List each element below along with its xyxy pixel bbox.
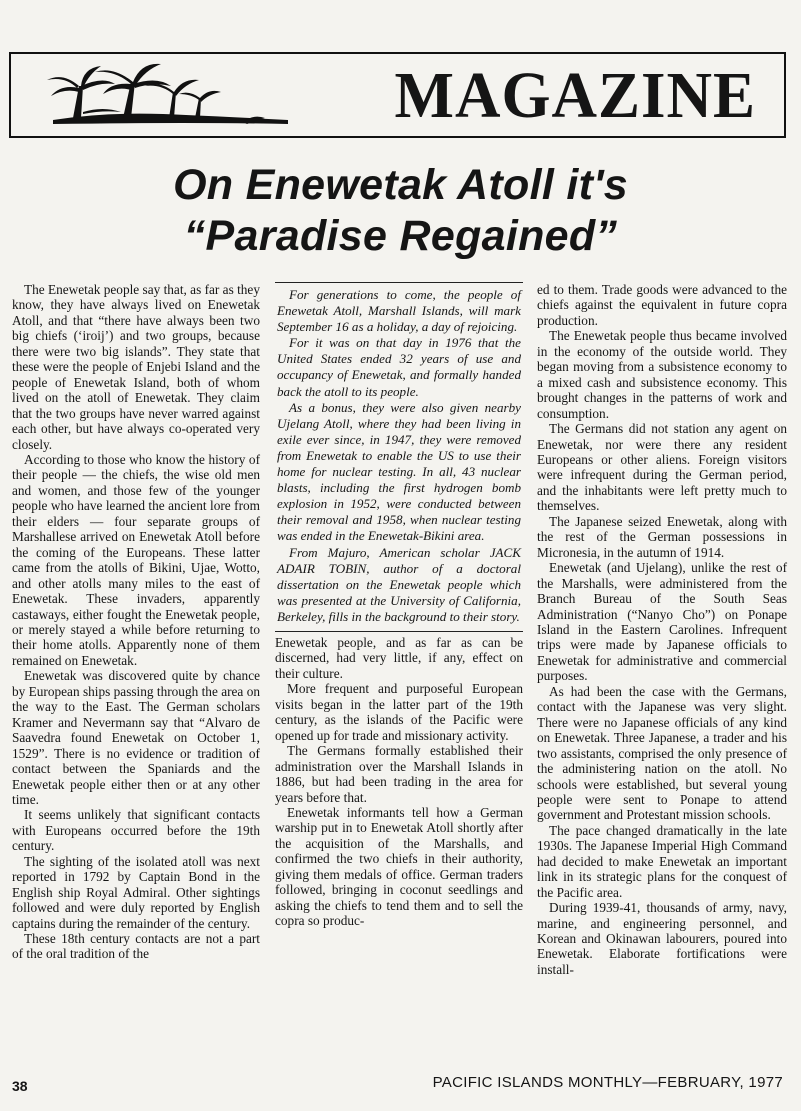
body-paragraph: Enewetak informants tell how a German warship put in to Enewetak Atoll shortly after the acquisition of the Marshalls, and confirmed the two chiefs in their authority, giving them medals of office. German traders followed, bringing in coconut seedlings and asking the chiefs to tend them and to sell the copra so produc-	[275, 804, 523, 929]
body-paragraph: The Enewetak people say that, as far as they know, they have always lived on Enewetak Atoll, and that “there have always been two big chiefs (‘iroij’) and two groups, because there were two big islands”. They state that these were the people of Enjebi Island and the people of Enewetak Island, both of whom lived on the atoll of Enewetak. They claim that the two groups have never warred against each other, but have always co-operated very closely.	[12, 282, 260, 452]
intro-paragraph: For generations to come, the people of Enewetak Atoll, Marshall Islands, will mark September 16 as a holiday, a day of rejoicing.	[277, 287, 521, 335]
body-paragraph: The Germans formally established their administration over the Marshall Islands in 1886, but had been trading in the area for years before that.	[275, 743, 523, 805]
body-paragraph: Enewetak was discovered quite by chance by European ships passing through the area on the way to the East. The German scholars Kramer and Nevermann say that “Alvaro de Saavedra found Enewetak on October 1, 1529”. There is no evidence or tradition of contact between the Spaniards and the Enewetak people either then or at any other time.	[12, 668, 260, 807]
body-paragraph: The Germans did not station any agent on Enewetak, nor were there any resident Europeans or other aliens. Foreign visitors were infrequent during the German period, and the inhabitants were left pretty much to themselves.	[537, 421, 787, 514]
headline-line-1: On Enewetak Atoll it's	[173, 161, 628, 209]
page-number: 38	[12, 1078, 28, 1094]
intro-paragraph: From Majuro, American scholar JACK ADAIR TOBIN, author of a doctoral dissertation on the Enewetak people which was presented at the University of California, Berkeley, fills in the background to their story.	[277, 544, 521, 624]
body-paragraph: More frequent and purposeful European visits began in the latter part of the 19th century, as the islands of the Pacific were opened up for trade and missionary activity.	[275, 681, 523, 743]
body-paragraph: The sighting of the isolated atoll was next reported in 1792 by Captain Bond in the English ship Royal Admiral. Other sightings followed and were duly reported by English captains during the remainder of the century.	[12, 853, 260, 931]
palm-trees-icon	[43, 62, 293, 130]
article-headline	[0, 160, 801, 262]
body-paragraph: ed to them. Trade goods were advanced to the chiefs against the equivalent in future copra production.	[537, 282, 787, 328]
body-paragraph: According to those who know the history of their people — the chiefs, the wise old men and women, and those few of the younger people who have learned the ancient lore from their elders — four separate groups of Marshallese arrived on Enewetak Atoll before the coming of the Europeans. These latter came from the atolls of Bikini, Ujae, Wotto, and other atolls many miles to the east of Enewetak. These invaders, apparently castaways, either fought the Enewetak people, or merely stayed a while before returning to their home atolls. Apparently none of them remained on Enewetak.	[12, 451, 260, 668]
column-1	[12, 282, 260, 962]
magazine-title: MAGAZINE	[394, 58, 756, 132]
headline-line-2: “Paradise Regained”	[183, 212, 618, 260]
body-paragraph: Enewetak (and Ujelang), unlike the rest of the Marshalls, were administered from the Branch Bureau of the South Seas Administration (“Nanyo Cho”) on Ponape Island in the Eastern Carolines. Infrequent trips were made by Japanese officials to Enewetak for administrative and commercial purposes.	[537, 560, 787, 684]
body-paragraph: The pace changed dramatically in the late 1930s. The Japanese Imperial High Command had decided to make Enewetak an important link in its strategic plans for the conquest of the Pacific area.	[537, 822, 787, 900]
body-paragraph: The Japanese seized Enewetak, along with the rest of the German possessions in Micronesia, in the autumn of 1914.	[537, 513, 787, 560]
masthead-banner	[9, 52, 786, 138]
body-paragraph: Enewetak people, and as far as can be discerned, had very little, if any, effect on their culture.	[275, 634, 523, 681]
body-paragraph: As had been the case with the Germans, contact with the Japanese was very slight. There were no Japanese officials of any kind on Enewetak. Three Japanese, a trader and his two assistants, comprised the only presence of the administering nation on the atoll. No schools were established, but several young people were sent to Ponape to attend government and Protestant mission schools.	[537, 683, 787, 823]
body-paragraph: It seems unlikely that significant contacts with Europeans occurred before the 19th century.	[12, 807, 260, 854]
body-paragraph: During 1939-41, thousands of army, navy, marine, and engineering personnel, and Korean and Okinawan labourers, poured into Enewetak. Elaborate fortifications were install-	[537, 900, 787, 977]
publication-footer: PACIFIC ISLANDS MONTHLY—FEBRUARY, 1977	[432, 1074, 783, 1091]
intro-paragraph: As a bonus, they were also given nearby Ujelang Atoll, where they had been living in exile ever since, in 1947, they were removed from Enewetak to enable the US to use their home for nuclear testing. In all, 43 nuclear blasts, including the first hydrogen bomb explosion in 1952, were conducted between their removal and 1958, when nuclear testing was ended in the Enewetak-Bikini area.	[277, 399, 521, 544]
intro-paragraph: For it was on that day in 1976 that the United States ended 32 years of use and occupancy of Enewetak, and formally handed back the atoll to its people.	[277, 335, 521, 399]
body-paragraph: The Enewetak people thus became involved in the economy of the outside world. They began moving from a subsistence economy to a mixed cash and subsistence economy. This brought changes in the patterns of work and consumption.	[537, 328, 787, 421]
intro-box	[275, 282, 523, 632]
body-paragraph: These 18th century contacts are not a part of the oral tradition of the	[12, 931, 260, 962]
column-3	[537, 282, 787, 977]
column-2	[275, 282, 523, 929]
